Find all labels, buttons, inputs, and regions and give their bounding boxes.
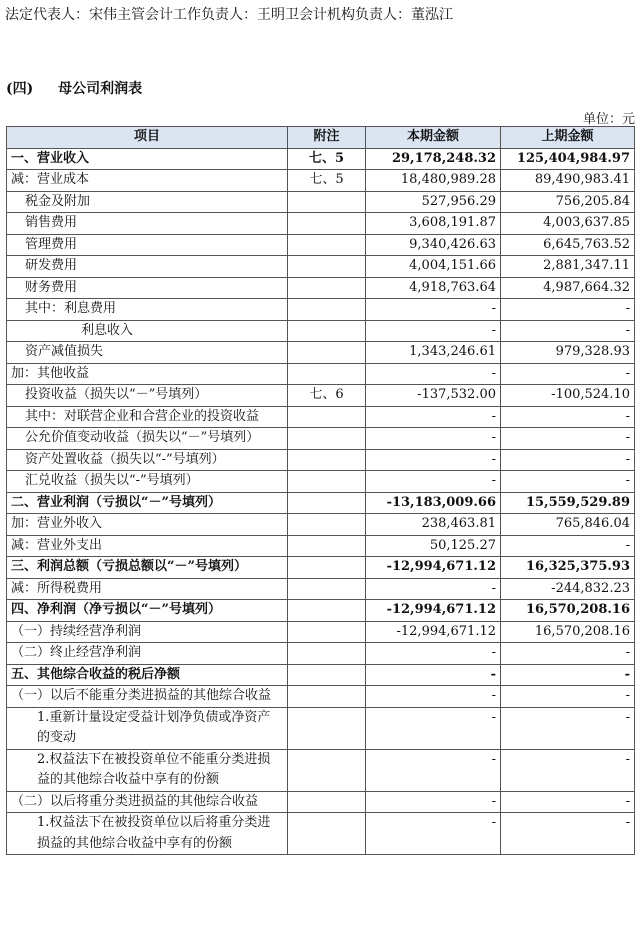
- row-prior-amount-cell: 756,205.84: [501, 191, 635, 213]
- row-item-cell: （二）以后将重分类进损益的其他综合收益: [7, 791, 288, 813]
- header-current: 本期金额: [366, 127, 501, 149]
- table-row: [7, 686, 635, 708]
- row-current-amount-cell: -: [366, 428, 501, 450]
- row-item-cell: 二、营业利润（亏损以“－”号填列）: [7, 492, 288, 514]
- table-row: [7, 643, 635, 665]
- table-row: [7, 320, 635, 342]
- row-prior-amount-cell: -: [501, 686, 635, 708]
- table-row: [7, 277, 635, 299]
- row-note-cell: 七、5: [288, 148, 366, 170]
- signature-line: 法定代表人：宋伟主管会计工作负责人：王明卫会计机构负责人：董泓江: [5, 7, 453, 23]
- row-note-cell: [288, 471, 366, 493]
- row-current-amount-cell: 4,918,763.64: [366, 277, 501, 299]
- table-row: [7, 492, 635, 514]
- row-prior-amount-cell: 16,325,375.93: [501, 557, 635, 579]
- row-prior-amount-cell: 16,570,208.16: [501, 600, 635, 622]
- row-prior-amount-cell: 2,881,347.11: [501, 256, 635, 278]
- row-note-cell: [288, 600, 366, 622]
- row-item-cell: 投资收益（损失以“－”号填列）: [7, 385, 288, 407]
- row-prior-amount-cell: 89,490,983.41: [501, 170, 635, 192]
- row-prior-amount-cell: -: [501, 299, 635, 321]
- row-note-cell: [288, 514, 366, 536]
- row-prior-amount-cell: -: [501, 363, 635, 385]
- table-row: [7, 234, 635, 256]
- row-prior-amount-cell: 979,328.93: [501, 342, 635, 364]
- row-note-cell: [288, 791, 366, 813]
- row-item-cell: 三、利润总额（亏损总额以“－”号填列）: [7, 557, 288, 579]
- row-item-cell: 1.重新计量设定受益计划净负债或净资产的变动: [7, 707, 288, 749]
- row-note-cell: [288, 643, 366, 665]
- row-current-amount-cell: -: [366, 813, 501, 855]
- row-item-cell: 一、营业收入: [7, 148, 288, 170]
- table-row: [7, 170, 635, 192]
- row-current-amount-cell: -: [366, 643, 501, 665]
- row-current-amount-cell: -: [366, 791, 501, 813]
- row-note-cell: [288, 213, 366, 235]
- row-item-cell: 减：营业外支出: [7, 535, 288, 557]
- table-row: [7, 557, 635, 579]
- table-row: [7, 791, 635, 813]
- header-note: 附注: [288, 127, 366, 149]
- row-current-amount-cell: 1,343,246.61: [366, 342, 501, 364]
- row-current-amount-cell: 527,956.29: [366, 191, 501, 213]
- table-row: [7, 813, 635, 855]
- row-item-cell: （二）终止经营净利润: [7, 643, 288, 665]
- row-item-cell: 加：营业外收入: [7, 514, 288, 536]
- table-row: [7, 406, 635, 428]
- row-note-cell: [288, 707, 366, 749]
- row-prior-amount-cell: 125,404,984.97: [501, 148, 635, 170]
- row-item-cell: 2.权益法下在被投资单位不能重分类进损益的其他综合收益中享有的份额: [7, 749, 288, 791]
- table-row: [7, 213, 635, 235]
- row-current-amount-cell: -: [366, 707, 501, 749]
- table-row: [7, 363, 635, 385]
- income-statement-table: [6, 126, 635, 855]
- row-note-cell: 七、5: [288, 170, 366, 192]
- row-item-cell: 销售费用: [7, 213, 288, 235]
- row-prior-amount-cell: 765,846.04: [501, 514, 635, 536]
- table-row: [7, 621, 635, 643]
- row-note-cell: 七、6: [288, 385, 366, 407]
- row-note-cell: [288, 363, 366, 385]
- row-note-cell: [288, 428, 366, 450]
- row-current-amount-cell: 18,480,989.28: [366, 170, 501, 192]
- row-note-cell: [288, 299, 366, 321]
- row-current-amount-cell: -12,994,671.12: [366, 557, 501, 579]
- row-note-cell: [288, 578, 366, 600]
- row-item-cell: （一）以后不能重分类进损益的其他综合收益: [7, 686, 288, 708]
- row-note-cell: [288, 320, 366, 342]
- row-prior-amount-cell: -: [501, 471, 635, 493]
- table-row: [7, 428, 635, 450]
- table-row: [7, 449, 635, 471]
- row-note-cell: [288, 813, 366, 855]
- row-prior-amount-cell: -: [501, 664, 635, 686]
- row-item-cell: （一）持续经营净利润: [7, 621, 288, 643]
- row-item-cell: 1.权益法下在被投资单位以后将重分类进损益的其他综合收益中享有的份额: [7, 813, 288, 855]
- row-current-amount-cell: -12,994,671.12: [366, 600, 501, 622]
- row-prior-amount-cell: -: [501, 449, 635, 471]
- row-prior-amount-cell: -: [501, 428, 635, 450]
- row-note-cell: [288, 664, 366, 686]
- row-current-amount-cell: 3,608,191.87: [366, 213, 501, 235]
- header-item: 项目: [7, 127, 288, 149]
- row-current-amount-cell: -12,994,671.12: [366, 621, 501, 643]
- row-item-cell: 减：营业成本: [7, 170, 288, 192]
- row-note-cell: [288, 535, 366, 557]
- row-item-cell: 研发费用: [7, 256, 288, 278]
- table-header-row: [7, 127, 635, 149]
- row-note-cell: [288, 449, 366, 471]
- header-prior: 上期金额: [501, 127, 635, 149]
- row-current-amount-cell: -: [366, 320, 501, 342]
- table-row: [7, 471, 635, 493]
- table-row: [7, 342, 635, 364]
- row-item-cell: 公允价值变动收益（损失以“－”号填列）: [7, 428, 288, 450]
- row-note-cell: [288, 749, 366, 791]
- row-current-amount-cell: -13,183,009.66: [366, 492, 501, 514]
- row-current-amount-cell: -: [366, 449, 501, 471]
- row-item-cell: 利息收入: [7, 320, 288, 342]
- row-note-cell: [288, 492, 366, 514]
- table-row: [7, 664, 635, 686]
- row-current-amount-cell: 9,340,426.63: [366, 234, 501, 256]
- table-row: [7, 191, 635, 213]
- table-row: [7, 749, 635, 791]
- row-prior-amount-cell: -: [501, 791, 635, 813]
- row-prior-amount-cell: 4,987,664.32: [501, 277, 635, 299]
- row-note-cell: [288, 406, 366, 428]
- table-body: [7, 148, 635, 855]
- row-current-amount-cell: -: [366, 578, 501, 600]
- row-item-cell: 减：所得税费用: [7, 578, 288, 600]
- row-note-cell: [288, 621, 366, 643]
- row-prior-amount-cell: -: [501, 749, 635, 791]
- section-number: (四): [6, 81, 34, 97]
- row-note-cell: [288, 277, 366, 299]
- row-current-amount-cell: -137,532.00: [366, 385, 501, 407]
- row-item-cell: 加：其他收益: [7, 363, 288, 385]
- section-heading: [6, 78, 142, 98]
- row-item-cell: 汇兑收益（损失以“-”号填列）: [7, 471, 288, 493]
- row-item-cell: 税金及附加: [7, 191, 288, 213]
- row-item-cell: 其中：对联营企业和合营企业的投资收益: [7, 406, 288, 428]
- row-note-cell: [288, 256, 366, 278]
- row-note-cell: [288, 342, 366, 364]
- row-note-cell: [288, 557, 366, 579]
- table-row: [7, 256, 635, 278]
- row-item-cell: 资产减值损失: [7, 342, 288, 364]
- row-current-amount-cell: -: [366, 686, 501, 708]
- row-prior-amount-cell: -: [501, 707, 635, 749]
- row-current-amount-cell: 4,004,151.66: [366, 256, 501, 278]
- row-item-cell: 管理费用: [7, 234, 288, 256]
- row-item-cell: 四、净利润（净亏损以“－”号填列）: [7, 600, 288, 622]
- row-note-cell: [288, 234, 366, 256]
- row-prior-amount-cell: 4,003,637.85: [501, 213, 635, 235]
- row-current-amount-cell: -: [366, 406, 501, 428]
- row-current-amount-cell: 238,463.81: [366, 514, 501, 536]
- row-prior-amount-cell: -: [501, 535, 635, 557]
- table-row: [7, 148, 635, 170]
- row-current-amount-cell: 50,125.27: [366, 535, 501, 557]
- table-row: [7, 514, 635, 536]
- row-prior-amount-cell: -100,524.10: [501, 385, 635, 407]
- row-prior-amount-cell: -: [501, 643, 635, 665]
- row-prior-amount-cell: 15,559,529.89: [501, 492, 635, 514]
- row-prior-amount-cell: -: [501, 813, 635, 855]
- row-note-cell: [288, 191, 366, 213]
- unit-label: 单位：元: [582, 112, 635, 127]
- row-note-cell: [288, 686, 366, 708]
- row-current-amount-cell: 29,178,248.32: [366, 148, 501, 170]
- table-row: [7, 578, 635, 600]
- row-current-amount-cell: -: [366, 299, 501, 321]
- row-prior-amount-cell: 6,645,763.52: [501, 234, 635, 256]
- row-current-amount-cell: -: [366, 363, 501, 385]
- row-item-cell: 五、其他综合收益的税后净额: [7, 664, 288, 686]
- table-row: [7, 535, 635, 557]
- table-row: [7, 299, 635, 321]
- table-row: [7, 600, 635, 622]
- table-row: [7, 707, 635, 749]
- row-prior-amount-cell: 16,570,208.16: [501, 621, 635, 643]
- row-item-cell: 其中：利息费用: [7, 299, 288, 321]
- row-item-cell: 资产处置收益（损失以“-”号填列）: [7, 449, 288, 471]
- table-row: [7, 385, 635, 407]
- row-prior-amount-cell: -: [501, 320, 635, 342]
- row-prior-amount-cell: -: [501, 406, 635, 428]
- row-current-amount-cell: -: [366, 664, 501, 686]
- section-title: 母公司利润表: [58, 81, 143, 97]
- row-current-amount-cell: -: [366, 471, 501, 493]
- row-current-amount-cell: -: [366, 749, 501, 791]
- row-prior-amount-cell: -244,832.23: [501, 578, 635, 600]
- row-item-cell: 财务费用: [7, 277, 288, 299]
